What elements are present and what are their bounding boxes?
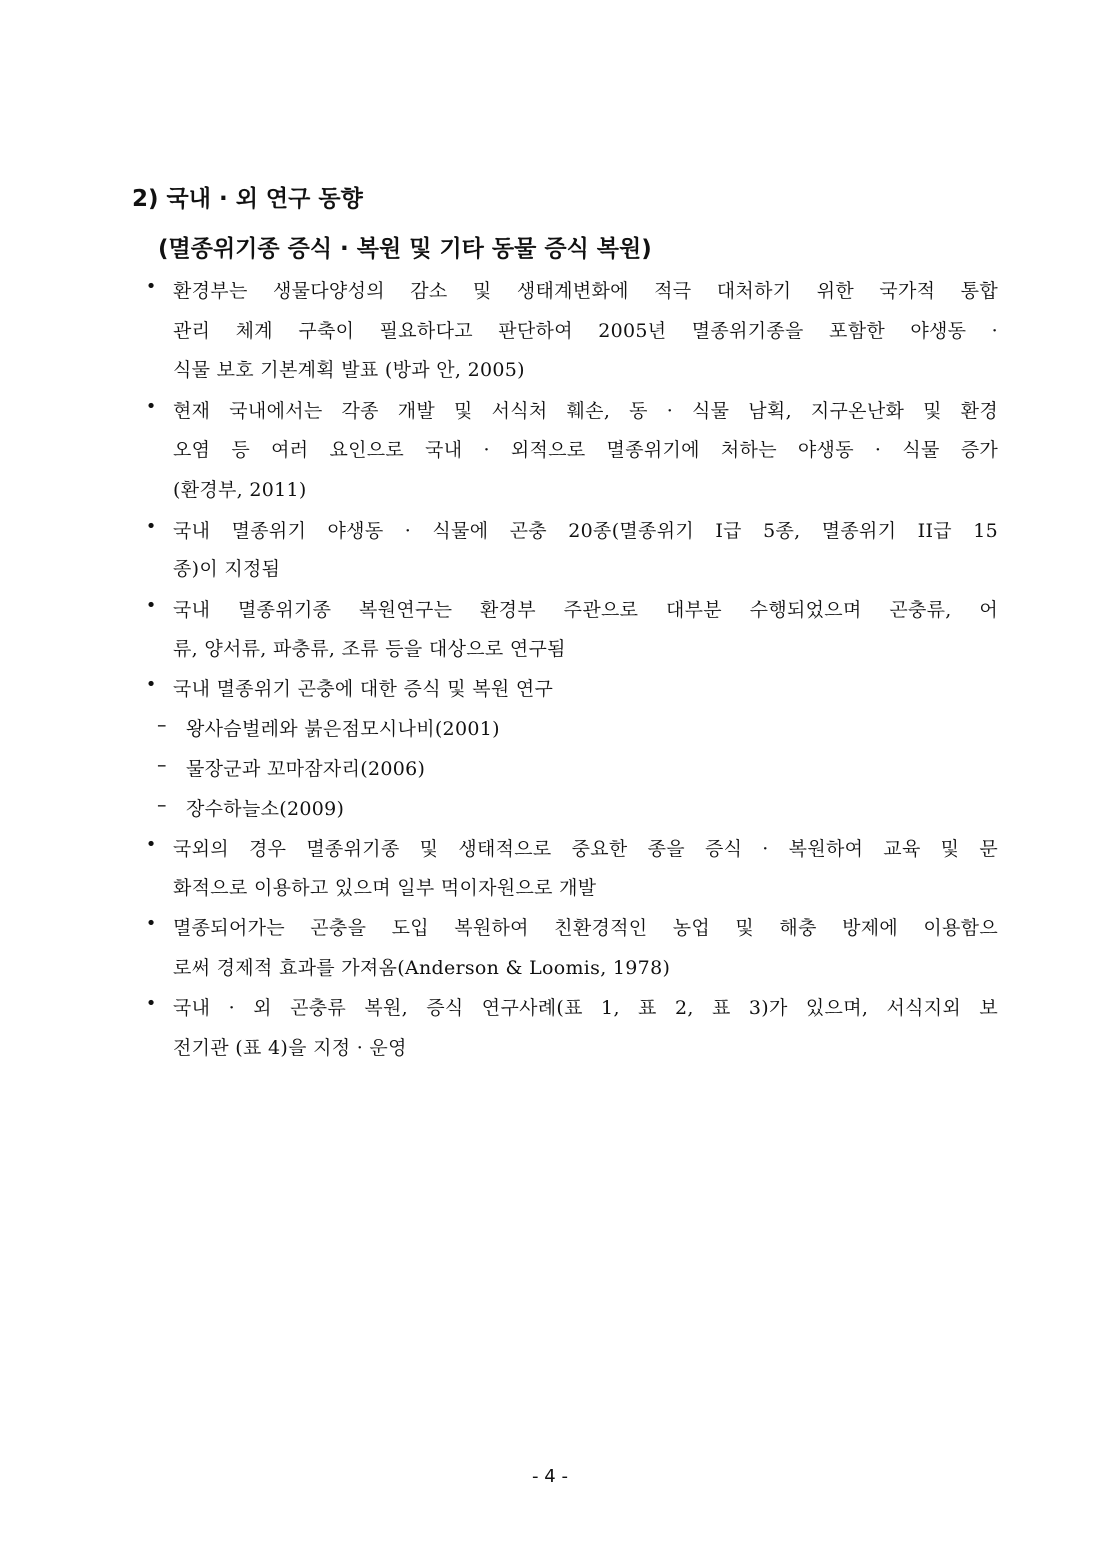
bullet-line: 전기관 (표 4)을 지정 · 운영 (173, 1037, 407, 1059)
bullet-line: 관리 체계 구축이 필요하다고 판단하여 2005년 멸종위기종을 포함한 야생동 · (173, 320, 998, 342)
bullet-line: 국내 멸종위기 곤충에 대한 증식 및 복원 연구 (173, 678, 554, 700)
bullet-icon: • (145, 674, 157, 695)
section-title: 2) 국내 · 외 연구 동향 (132, 186, 363, 212)
bullet-icon: • (145, 993, 157, 1014)
bullet-icon: • (145, 913, 157, 934)
bullet-icon: • (145, 276, 157, 297)
bullet-line: 로써 경제적 효과를 가져옴(Anderson & Loomis, 1978) (173, 957, 671, 979)
bullet-line: 종)이 지정됨 (173, 558, 281, 580)
dash-icon: – (157, 754, 167, 776)
page-number: - 4 - (532, 1466, 568, 1487)
bullet-line: 국외의 경우 멸종위기종 및 생태적으로 중요한 종을 증식 · 복원하여 교육 및 문 (173, 838, 998, 860)
bullet-line: 멸종되어가는 곤충을 도입 복원하여 친환경적인 농업 및 해충 방제에 이용함으 (173, 917, 998, 939)
bullet-icon: • (145, 595, 157, 616)
bullet-line: 류, 양서류, 파충류, 조류 등을 대상으로 연구됨 (173, 638, 566, 660)
bullet-icon: • (145, 516, 157, 537)
bullet-line: 화적으로 이용하고 있으며 일부 먹이자원으로 개발 (173, 877, 597, 899)
bullet-line: 국내 멸종위기 야생동 · 식물에 곤충 20종(멸종위기 I급 5종, 멸종위기 II급 15 (173, 520, 998, 542)
bullet-line: 국내 · 외 곤충류 복원, 증식 연구사례(표 1, 표 2, 표 3)가 있으며, 서식지외 보 (173, 997, 998, 1019)
bullet-line: 국내 멸종위기종 복원연구는 환경부 주관으로 대부분 수행되었으며 곤충류, 어 (173, 599, 998, 621)
sub-list-text: 왕사슴벌레와 붉은점모시나비(2001) (186, 718, 500, 740)
sub-list-text: 장수하늘소(2009) (186, 798, 345, 820)
bullet-icon: • (145, 834, 157, 855)
sub-list-text: 물장군과 꼬마잠자리(2006) (186, 758, 426, 780)
bullet-line: (환경부, 2011) (173, 479, 307, 501)
bullet-line: 환경부는 생물다양성의 감소 및 생태계변화에 적극 대처하기 위한 국가적 통합 (173, 280, 998, 302)
bullet-line: 현재 국내에서는 각종 개발 및 서식처 훼손, 동 · 식물 남획, 지구온난화 및 환경 (173, 400, 998, 422)
bullet-line: 식물 보호 기본계획 발표 (방과 안, 2005) (173, 359, 525, 381)
section-subtitle: (멸종위기종 증식 · 복원 및 기타 동물 증식 복원) (158, 236, 652, 262)
dash-icon: – (157, 714, 167, 736)
bullet-icon: • (145, 396, 157, 417)
dash-icon: – (157, 794, 167, 816)
bullet-line: 오염 등 여러 요인으로 국내 · 외적으로 멸종위기에 처하는 야생동 · 식물 증가 (173, 439, 998, 461)
